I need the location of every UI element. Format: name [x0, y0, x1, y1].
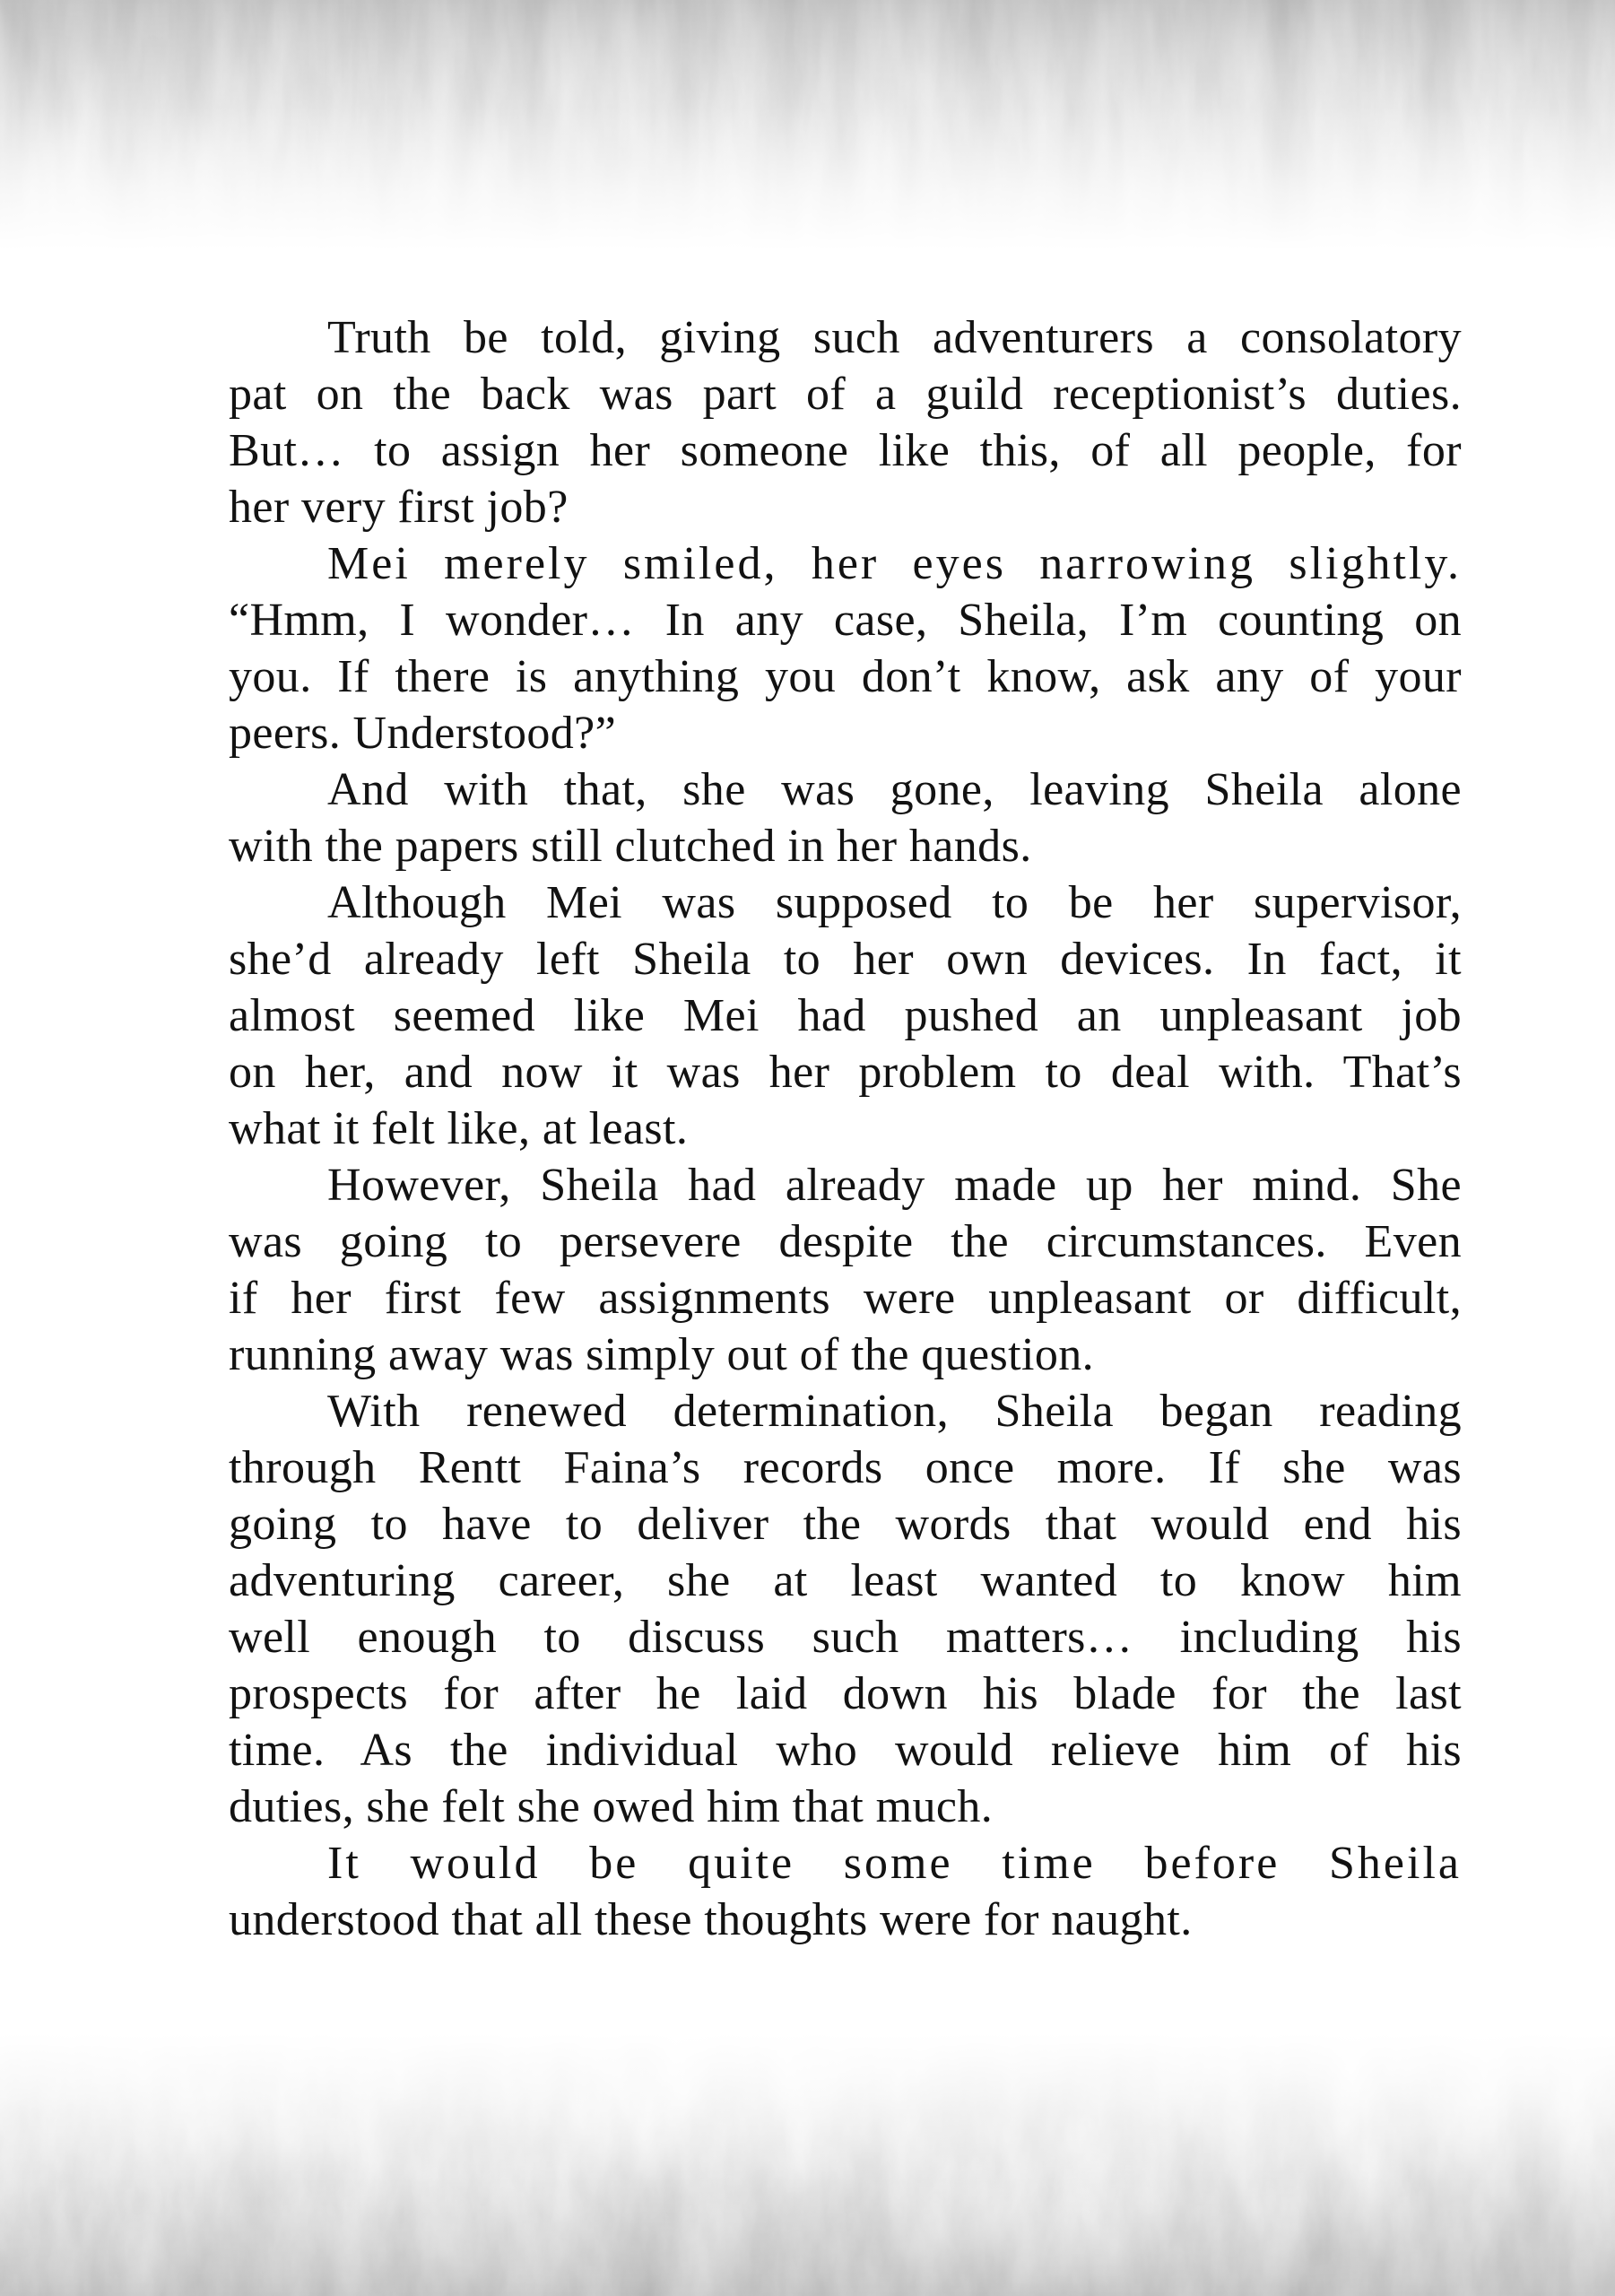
text-line: With renewed determination, Sheila began reading: [327, 1386, 1462, 1437]
text-line: with the papers still clutched in her hands.: [229, 821, 1032, 872]
paragraph: [229, 874, 1462, 1157]
paragraph: [229, 1835, 1462, 1948]
text-line: understood that all these thoughts were for naught.: [229, 1894, 1193, 1945]
text-line: adventuring career, she at least wanted to know him: [229, 1555, 1462, 1606]
paragraph: [229, 761, 1462, 874]
text-line: Truth be told, giving such adventurers a consolatory: [327, 312, 1462, 363]
text-line: what it felt like, at least.: [229, 1103, 689, 1154]
text-line: It would be quite some time before Sheila: [327, 1838, 1462, 1889]
text-line: if her first few assignments were unpleasant or difficult,: [229, 1273, 1462, 1324]
text-line: was going to persevere despite the circumstances. Even: [229, 1216, 1462, 1267]
paragraph: [229, 1383, 1462, 1835]
text-line: “Hmm, I wonder… In any case, Sheila, I’m counting on: [229, 595, 1462, 646]
text-line: However, Sheila had already made up her mind. She: [327, 1160, 1462, 1211]
paragraph: [229, 309, 1462, 535]
paragraph: [229, 535, 1462, 761]
text-line: almost seemed like Mei had pushed an unpleasant job: [229, 990, 1462, 1041]
stone-texture-top: [0, 0, 1615, 269]
text-line: going to have to deliver the words that would end his: [229, 1499, 1462, 1550]
text-line: pat on the back was part of a guild receptionist’s duties.: [229, 369, 1462, 420]
text-line: she’d already left Sheila to her own devices. In fact, it: [229, 934, 1462, 985]
text-line: And with that, she was gone, leaving Sheila alone: [327, 764, 1462, 815]
text-line: running away was simply out of the question.: [229, 1329, 1095, 1380]
text-line: time. As the individual who would relieve him of his: [229, 1725, 1462, 1776]
text-line: Mei merely smiled, her eyes narrowing slightly.: [327, 538, 1462, 589]
stone-texture-bottom: [0, 2013, 1615, 2296]
text-line: her very first job?: [229, 482, 569, 533]
text-line: prospects for after he laid down his blade for the last: [229, 1668, 1462, 1719]
text-line: through Rentt Faina’s records once more. If she was: [229, 1442, 1462, 1493]
paragraph: [229, 1157, 1462, 1383]
text-line: on her, and now it was her problem to deal with. That’s: [229, 1047, 1462, 1098]
text-line: you. If there is anything you don’t know, ask any of your: [229, 651, 1462, 702]
text-line: peers. Understood?”: [229, 708, 617, 759]
text-line: Although Mei was supposed to be her supervisor,: [327, 877, 1462, 928]
text-line: But… to assign her someone like this, of all people, for: [229, 425, 1462, 476]
text-line: duties, she felt she owed him that much.: [229, 1781, 994, 1832]
text-line: well enough to discuss such matters… including his: [229, 1612, 1462, 1663]
page-text: [229, 309, 1462, 1948]
